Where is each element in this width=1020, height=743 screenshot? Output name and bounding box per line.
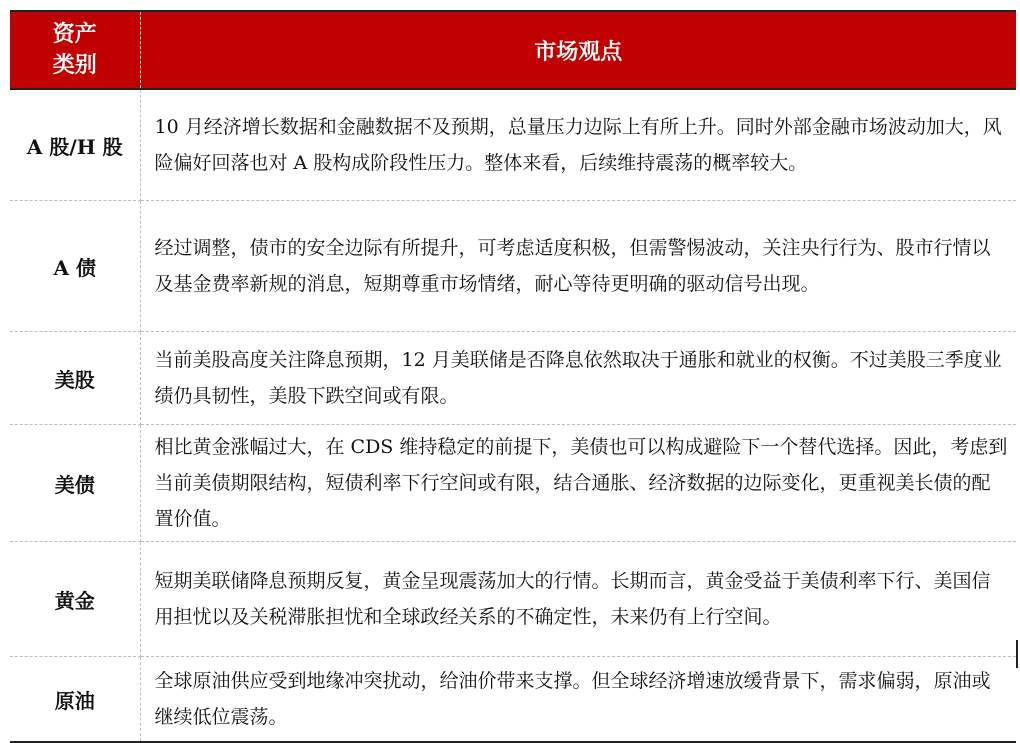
asset-cell: A 股/H 股 <box>10 89 140 201</box>
view-cell: 当前美股高度关注降息预期，12 月美联储是否降息依然取决于通胀和就业的权衡。不过美股三季度业绩仍具韧性，美股下跌空间或有限。 <box>140 332 1016 425</box>
asset-cell: 美债 <box>10 425 140 542</box>
table-row <box>10 89 1016 201</box>
table-row <box>10 425 1016 542</box>
table-row <box>10 201 1016 332</box>
view-cell: 短期美联储降息预期反复，黄金呈现震荡加大的行情。长期而言，黄金受益于美债利率下行、美国信用担忧以及关税滞胀担忧和全球政经关系的不确定性，未来仍有上行空间。 <box>140 542 1016 657</box>
asset-cell: 美股 <box>10 332 140 425</box>
market-view-table <box>10 10 1016 743</box>
table-row <box>10 657 1016 743</box>
table-row <box>10 332 1016 425</box>
market-view-header: 市场观点 <box>140 11 1016 89</box>
market-view-table-container <box>10 10 1016 743</box>
asset-category-header <box>10 11 140 89</box>
view-cell: 全球原油供应受到地缘冲突扰动，给油价带来支撑。但全球经济增速放缓背景下，需求偏弱，原油或继续低位震荡。 <box>140 657 1016 743</box>
asset-header-line1: 资产 <box>52 22 97 47</box>
view-cell: 10 月经济增长数据和金融数据不及预期，总量压力边际上有所上升。同时外部金融市场波动加大，风险偏好回落也对 A 股构成阶段性压力。整体来看，后续维持震荡的概率较大。 <box>140 89 1016 201</box>
table-header-row <box>10 11 1016 89</box>
table-row <box>10 542 1016 657</box>
asset-cell: A 债 <box>10 201 140 332</box>
asset-cell: 原油 <box>10 657 140 743</box>
asset-cell: 黄金 <box>10 542 140 657</box>
page-edge-mark <box>1016 640 1018 668</box>
view-cell: 经过调整，债市的安全边际有所提升，可考虑适度积极，但需警惕波动，关注央行行为、股市行情以及基金费率新规的消息，短期尊重市场情绪，耐心等待更明确的驱动信号出现。 <box>140 201 1016 332</box>
view-cell: 相比黄金涨幅过大，在 CDS 维持稳定的前提下，美债也可以构成避险下一个替代选择。因此，考虑到当前美债期限结构，短债利率下行空间或有限，结合通胀、经济数据的边际变化，更重视美长债的配置价值。 <box>140 425 1016 542</box>
asset-header-line2: 类别 <box>52 53 97 78</box>
